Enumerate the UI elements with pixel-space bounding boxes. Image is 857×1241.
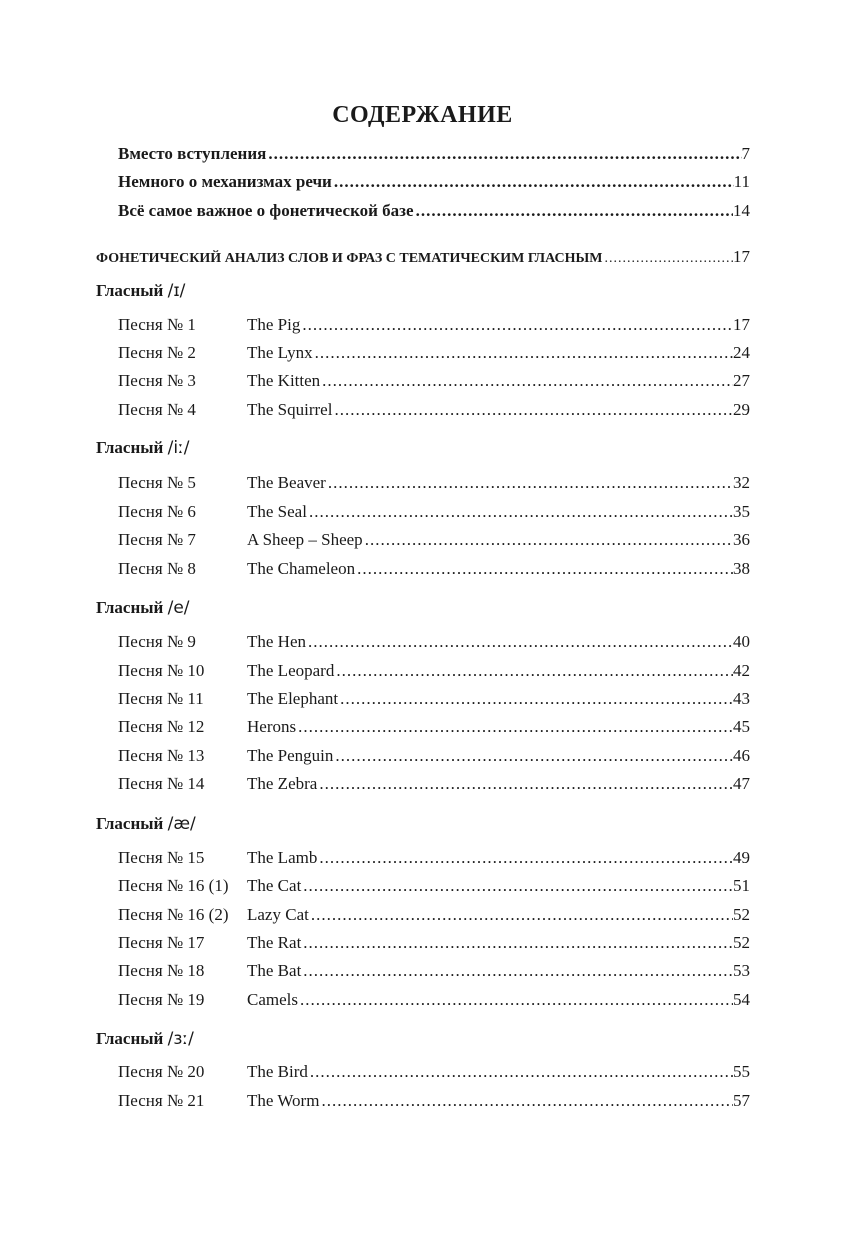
song-title: The Beaver — [247, 473, 326, 492]
song-title: The Elephant — [247, 689, 339, 708]
song-page: 27 — [733, 371, 750, 390]
toc-entry-page: 17 — [733, 247, 750, 266]
dot-leader — [320, 369, 733, 393]
song-page: 40 — [733, 632, 750, 651]
toc-song-entry[interactable] — [0, 1060, 857, 1084]
section-heading-label: Гласный — [96, 1029, 164, 1048]
toc-song-entry[interactable] — [0, 903, 857, 927]
song-number: Песня № 14 — [118, 774, 205, 793]
song-title: The Lynx — [247, 343, 313, 362]
song-number: Песня № 6 — [118, 502, 196, 521]
toc-part-label: ФОНЕТИЧЕСКИЙ АНАЛИЗ СЛОВ И ФРАЗ С ТЕМАТИЧЕСКИМ ГЛАСНЫМ — [96, 251, 603, 266]
ipa-symbol: /æ/ — [167, 814, 196, 834]
song-number: Песня № 19 — [118, 990, 205, 1009]
toc-song-entry[interactable] — [0, 715, 857, 739]
song-title: A Sheep – Sheep — [247, 530, 363, 549]
song-number: Песня № 3 — [118, 371, 196, 390]
dot-leader — [333, 744, 733, 768]
song-title: The Seal — [247, 502, 307, 521]
section-heading-label: Гласный — [96, 814, 164, 833]
dot-leader — [317, 846, 733, 870]
song-title: The Rat — [247, 933, 302, 952]
song-title: The Worm — [247, 1091, 320, 1110]
toc-entry-page: 7 — [741, 144, 750, 163]
song-title: The Bird — [247, 1062, 308, 1081]
dot-leader — [301, 931, 733, 955]
song-number: Песня № 13 — [118, 746, 205, 765]
song-number: Песня № 18 — [118, 961, 205, 980]
toc-song-entry[interactable] — [0, 687, 857, 711]
song-title: The Pig — [247, 315, 301, 334]
dot-leader — [307, 500, 733, 524]
toc-song-entry[interactable] — [0, 931, 857, 955]
song-page: 47 — [733, 774, 750, 793]
song-page: 51 — [733, 876, 750, 895]
section-heading — [96, 596, 190, 620]
song-page: 54 — [733, 990, 750, 1009]
song-title: Camels — [247, 990, 298, 1009]
ipa-symbol: /ɪ/ — [167, 281, 186, 301]
toc-entry-label: Немного о механизмах речи — [118, 172, 332, 191]
song-number: Песня № 20 — [118, 1062, 205, 1081]
toc-song-entry[interactable] — [0, 1089, 857, 1113]
song-page: 55 — [733, 1062, 750, 1081]
song-title: The Zebra — [247, 774, 318, 793]
section-heading-label: Гласный — [96, 598, 164, 617]
song-page: 24 — [733, 343, 750, 362]
song-number: Песня № 4 — [118, 400, 196, 419]
dot-leader — [266, 142, 741, 166]
toc-song-entry[interactable] — [0, 772, 857, 796]
song-title: The Penguin — [247, 746, 334, 765]
page-title: СОДЕРЖАНИЕ — [332, 102, 513, 128]
song-page: 43 — [733, 689, 750, 708]
dot-leader — [332, 170, 734, 194]
dot-leader — [308, 1060, 733, 1084]
song-title: The Kitten — [247, 371, 321, 390]
toc-entry-intro[interactable] — [0, 199, 857, 223]
song-title: Lazy Cat — [247, 905, 309, 924]
dot-leader — [296, 715, 733, 739]
song-number: Песня № 16 (2) — [118, 905, 229, 924]
song-number: Песня № 1 — [118, 315, 196, 334]
section-heading — [96, 436, 190, 460]
toc-song-entry[interactable] — [0, 744, 857, 768]
toc-song-entry[interactable] — [0, 528, 857, 552]
toc-song-entry[interactable] — [0, 471, 857, 495]
dot-leader — [309, 903, 733, 927]
song-title: The Bat — [247, 961, 302, 980]
dot-leader — [319, 1089, 733, 1113]
song-page: 32 — [733, 473, 750, 492]
section-heading — [96, 812, 196, 836]
song-title: The Lamb — [247, 848, 318, 867]
song-page: 29 — [733, 400, 750, 419]
dot-leader — [317, 772, 733, 796]
toc-song-entry[interactable] — [0, 557, 857, 581]
song-number: Песня № 15 — [118, 848, 205, 867]
dot-leader — [326, 471, 733, 495]
toc-song-entry[interactable] — [0, 988, 857, 1012]
dot-leader — [298, 988, 733, 1012]
ipa-symbol: /iː/ — [167, 438, 190, 458]
song-page: 38 — [733, 559, 750, 578]
section-heading — [96, 279, 185, 303]
song-number: Песня № 21 — [118, 1091, 205, 1110]
toc-song-entry[interactable] — [0, 846, 857, 870]
dot-leader — [301, 874, 733, 898]
song-number: Песня № 5 — [118, 473, 196, 492]
toc-song-entry[interactable] — [0, 369, 857, 393]
dot-leader — [334, 659, 733, 683]
toc-entry-label: Вместо вступления — [118, 144, 267, 163]
ipa-symbol: /ɜː/ — [167, 1029, 194, 1049]
dot-leader — [300, 313, 733, 337]
toc-song-entry[interactable] — [0, 500, 857, 524]
song-title: Herons — [247, 717, 297, 736]
dot-leader — [306, 630, 733, 654]
toc-song-entry[interactable] — [0, 398, 857, 422]
section-heading — [96, 1027, 194, 1051]
song-title: The Chameleon — [247, 559, 356, 578]
toc-part-heading[interactable] — [0, 245, 857, 269]
dot-leader — [332, 398, 733, 422]
song-number: Песня № 16 (1) — [118, 876, 229, 895]
toc-song-entry[interactable] — [0, 659, 857, 683]
dot-leader — [338, 687, 733, 711]
song-page: 17 — [733, 315, 750, 334]
song-page: 52 — [733, 933, 750, 952]
section-heading-label: Гласный — [96, 438, 164, 457]
toc-song-entry[interactable] — [0, 630, 857, 654]
song-number: Песня № 7 — [118, 530, 196, 549]
toc-song-entry[interactable] — [0, 313, 857, 337]
toc-song-entry[interactable] — [0, 959, 857, 983]
song-page: 53 — [733, 961, 750, 980]
toc-song-entry[interactable] — [0, 874, 857, 898]
toc-entry-intro[interactable] — [0, 142, 857, 166]
toc-entry-page: 14 — [733, 201, 750, 220]
toc-entry-intro[interactable] — [0, 170, 857, 194]
song-title: The Squirrel — [247, 400, 333, 419]
song-number: Песня № 9 — [118, 632, 196, 651]
song-title: The Leopard — [247, 661, 335, 680]
song-title: The Cat — [247, 876, 302, 895]
song-number: Песня № 11 — [118, 689, 204, 708]
song-title: The Hen — [247, 632, 307, 651]
song-page: 35 — [733, 502, 750, 521]
toc-entry-page: 11 — [733, 172, 750, 191]
dot-leader — [363, 528, 733, 552]
toc-song-entry[interactable] — [0, 341, 857, 365]
dot-leader — [602, 247, 733, 271]
dot-leader — [313, 341, 733, 365]
song-number: Песня № 12 — [118, 717, 205, 736]
song-page: 49 — [733, 848, 750, 867]
dot-leader — [301, 959, 733, 983]
toc-entry-label: Всё самое важное о фонетической базе — [118, 201, 414, 220]
song-number: Песня № 2 — [118, 343, 196, 362]
song-page: 45 — [733, 717, 750, 736]
dot-leader — [414, 199, 733, 223]
song-number: Песня № 10 — [118, 661, 205, 680]
song-page: 52 — [733, 905, 750, 924]
song-page: 36 — [733, 530, 750, 549]
section-heading-label: Гласный — [96, 281, 164, 300]
song-page: 57 — [733, 1091, 750, 1110]
ipa-symbol: /e/ — [167, 598, 190, 618]
song-number: Песня № 17 — [118, 933, 205, 952]
song-page: 46 — [733, 746, 750, 765]
dot-leader — [355, 557, 733, 581]
song-number: Песня № 8 — [118, 559, 196, 578]
song-page: 42 — [733, 661, 750, 680]
